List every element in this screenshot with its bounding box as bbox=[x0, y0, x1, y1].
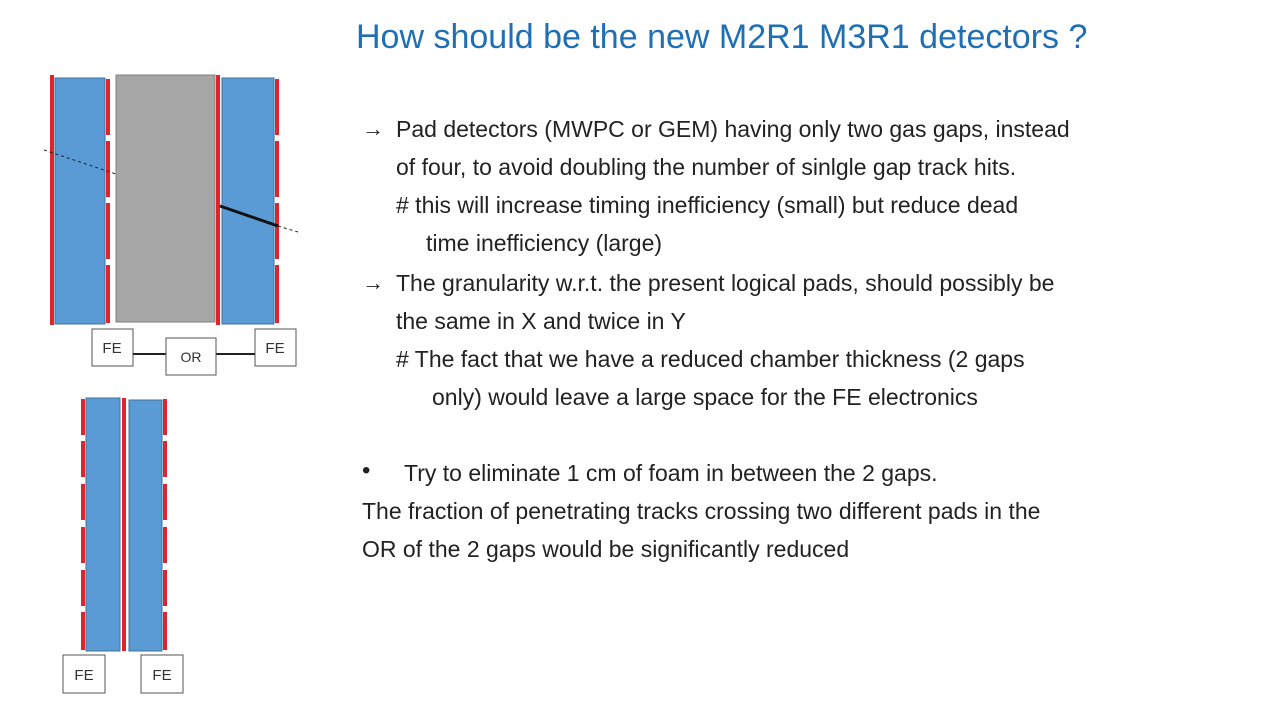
bottom-detector-stack bbox=[63, 398, 183, 693]
arrow-bullet-icon: → bbox=[362, 116, 384, 141]
detector-diagram bbox=[0, 0, 340, 720]
middle-absorber bbox=[116, 75, 215, 322]
para-line2: OR of the 2 gaps would be significantly reduced bbox=[362, 536, 850, 562]
fe-label-bottom-left: FE bbox=[74, 667, 94, 684]
fe-label-top-right: FE bbox=[265, 340, 285, 357]
slide-title: How should be the new M2R1 M3R1 detectors ? bbox=[356, 18, 1088, 56]
right-chamber bbox=[222, 78, 274, 324]
point2-line2: the same in X and twice in Y bbox=[396, 308, 686, 334]
right-pad-strip bbox=[216, 75, 220, 325]
bottom-center-pad-strip bbox=[122, 398, 126, 651]
note1-line1: # this will increase timing inefficiency (small) but reduce dead bbox=[396, 192, 1019, 218]
point1-line1: Pad detectors (MWPC or GEM) having only two gas gaps, instead bbox=[396, 116, 1070, 142]
top-detector-stack bbox=[44, 75, 298, 375]
bottom-left-chamber bbox=[86, 398, 120, 651]
left-pad-strip bbox=[50, 75, 54, 325]
bullet-line: Try to eliminate 1 cm of foam in between the 2 gaps. bbox=[404, 460, 938, 486]
bottom-right-chamber bbox=[129, 400, 162, 651]
track-line-right-dashed bbox=[278, 226, 298, 232]
left-chamber-segmented-pads bbox=[106, 79, 110, 323]
para-line1: The fraction of penetrating tracks crossing two different pads in the bbox=[362, 498, 1041, 524]
point1-line2: of four, to avoid doubling the number of sinlgle gap track hits. bbox=[396, 154, 1017, 180]
note1-line2: time inefficiency (large) bbox=[426, 230, 663, 256]
or-label: OR bbox=[180, 349, 202, 365]
bottom-right-pads bbox=[163, 399, 167, 650]
note2-line1: # The fact that we have a reduced chamber thickness (2 gaps bbox=[396, 346, 1025, 372]
right-chamber-segmented-pads bbox=[275, 79, 279, 323]
left-chamber bbox=[55, 78, 105, 324]
fe-label-top-left: FE bbox=[102, 340, 122, 357]
arrow-bullet-icon: → bbox=[362, 270, 384, 295]
note2-line2: only) would leave a large space for the FE electronics bbox=[432, 384, 978, 410]
bottom-left-pads bbox=[81, 399, 85, 650]
fe-label-bottom-right: FE bbox=[152, 667, 172, 684]
round-bullet-icon: • bbox=[362, 457, 371, 484]
point2-line1: The granularity w.r.t. the present logical pads, should possibly be bbox=[396, 270, 1055, 296]
